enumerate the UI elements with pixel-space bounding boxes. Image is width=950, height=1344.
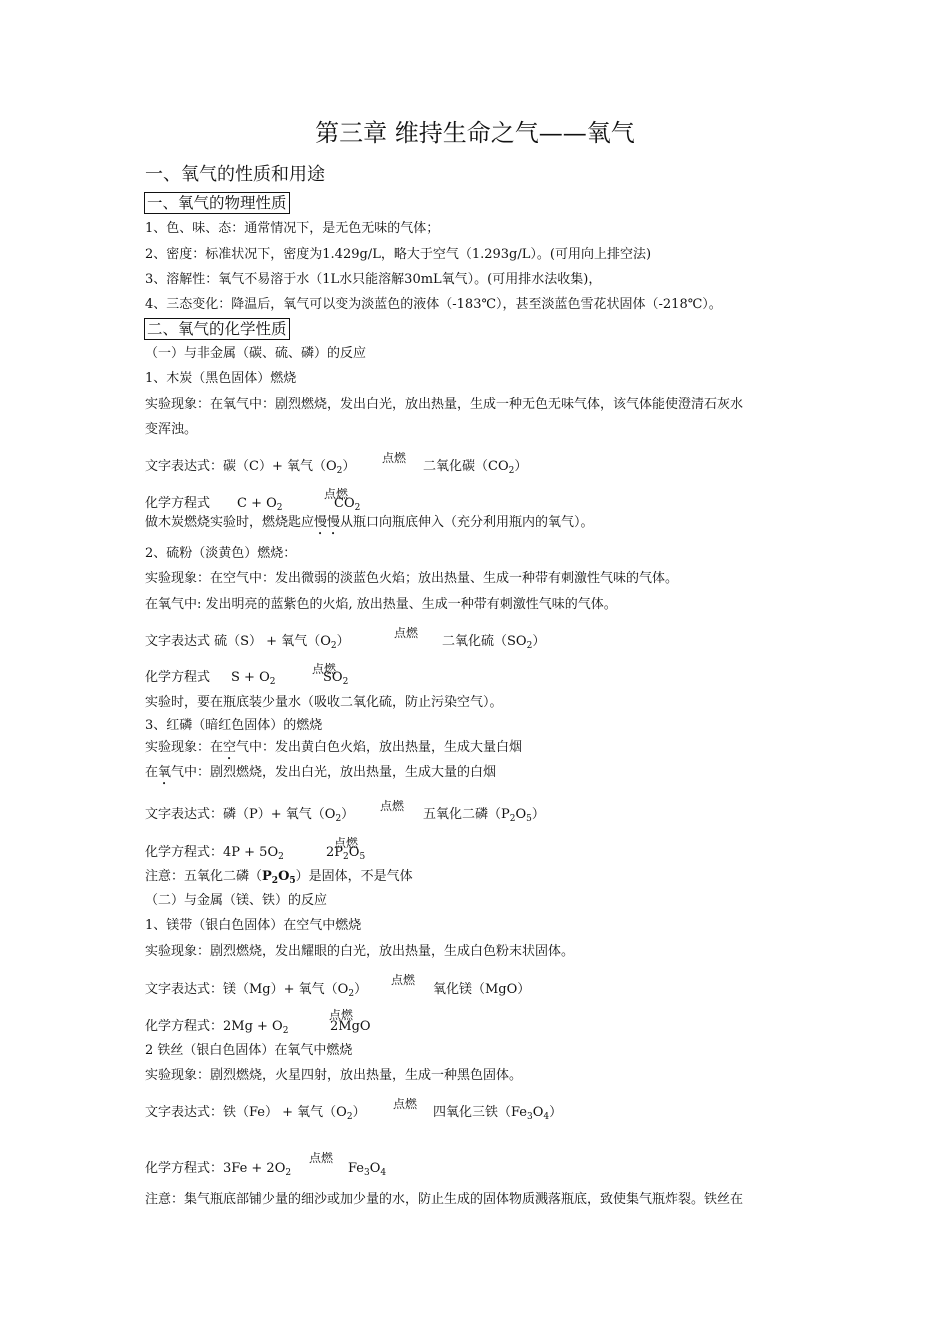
phosphorus-word-equation-right: 五氧化二磷$(P_2O_5)$ [423, 807, 545, 824]
carbon-word-equation-right: 二氧化碳$(CO_2)$ [423, 459, 528, 476]
iron-word-equation-left: 文字表达式：铁（Fe） + 氧气$(O_2)$ [145, 1105, 366, 1122]
physical-property-3: 3、溶解性：氧气不易溶于水（1L水只能溶解30mL氧气）。(可用排水法收集)， [145, 272, 602, 287]
magnesium-phenomenon: 实验现象：剧烈燃烧，发出耀眼的白光，放出热量，生成白色粉末状固体。 [145, 944, 575, 959]
sulfur-note: 实验时，要在瓶底装少量水（吸收二氧化硫，防止污染空气）。 [145, 695, 503, 710]
boxed-heading-chemical: 二、氧气的化学性质 [144, 318, 290, 340]
physical-property-4: 4、三态变化：降温后，氧气可以变为淡蓝色的液体（-183℃），甚至淡蓝色雪花状固体（-218℃）。 [145, 297, 722, 312]
carbon-equation-label: 化学方程式 [145, 496, 211, 511]
iron-equation-left: 化学方程式：$3Fe + 2O_2$ [145, 1161, 292, 1178]
sulfur-heading: 2、硫粉（淡黄色）燃烧： [145, 546, 297, 561]
physical-property-1: 1、色、味、态：通常情况下，是无色无味的气体； [145, 221, 440, 236]
magnesium-equation-condition: 点燃 [329, 1008, 354, 1022]
iron-heading: 2 铁丝（银白色固体）在氧气中燃烧 [145, 1043, 353, 1058]
iron-phenomenon: 实验现象：剧烈燃烧，火星四射，放出热量，生成一种黑色固体。 [145, 1068, 523, 1083]
phosphorus-note: 注意：五氧化二磷$(P_2O_5)$是固体，不是气体 [145, 869, 413, 886]
section-heading: 一、氧气的性质和用途 [145, 164, 325, 185]
subsection-metal: （二）与金属（镁、铁）的反应 [145, 893, 328, 908]
sulfur-equation-right: $SO_2$ [323, 670, 349, 687]
phosphorus-phenomenon-air: 实验现象：在空气中：发出黄白色火焰，放出热量，生成大量白烟 [145, 740, 523, 755]
magnesium-heading: 1、镁带（银白色固体）在空气中燃烧 [145, 918, 362, 933]
carbon-word-equation-left: 文字表达式：碳（C）+ 氧气$(O_2)$ [145, 459, 356, 476]
phosphorus-word-condition: 点燃 [380, 799, 405, 813]
physical-property-2: 2、密度：标准状况下，密度为1.429g/L，略大于空气（1.293g/L）。(可用向上排空法) [145, 247, 652, 262]
magnesium-equation-left: 化学方程式：$2Mg + O_2$ [145, 1019, 289, 1036]
carbon-phenomenon-line1: 实验现象：在氧气中：剧烈燃烧，发出白光，放出热量，生成一种无色无味气体，该气体能使澄清石灰水 [145, 397, 744, 412]
iron-note: 注意：集气瓶底部铺少量的细沙或加少量的水，防止生成的固体物质溅落瓶底，致使集气瓶炸裂。铁丝在 [145, 1192, 744, 1207]
carbon-equation-left: $C + O_2$ [237, 496, 283, 513]
iron-equation-right: $Fe_3O_4$ [348, 1161, 387, 1178]
carbon-equation-condition: 点燃 [324, 487, 349, 501]
magnesium-word-condition: 点燃 [391, 973, 416, 987]
sulfur-phenomenon-air: 实验现象：在空气中：发出微弱的淡蓝色火焰；放出热量、生成一种带有刺激性气味的气体。 [145, 571, 679, 586]
sulfur-equation-condition: 点燃 [312, 662, 337, 676]
carbon-heading: 1、木炭（黑色固体）燃烧 [145, 371, 297, 386]
subsection-nonmetal: （一）与非金属（碳、硫、磷）的反应 [145, 346, 367, 361]
carbon-word-condition: 点燃 [382, 451, 407, 465]
carbon-note: 做木炭燃烧实验时，燃烧匙应慢慢从瓶口向瓶底伸入（充分利用瓶内的氧气）。 [145, 515, 594, 530]
phosphorus-heading: 3、红磷（暗红色固体）的燃烧 [145, 718, 323, 733]
magnesium-word-equation-left: 文字表达式：镁（Mg）+ 氧气$(O_2)$ [145, 982, 368, 999]
phosphorus-phenomenon-oxygen: 在氧气中：剧烈燃烧，发出白光，放出热量，生成大量的白烟 [145, 765, 497, 780]
magnesium-word-equation-right: 氧化镁（MgO） [433, 982, 531, 997]
sulfur-equation-label: 化学方程式 [145, 670, 211, 685]
iron-word-equation-right: 四氧化三铁$(Fe_3O_4)$ [433, 1105, 563, 1122]
carbon-equation-right: $CO_2$ [334, 496, 361, 513]
sulfur-phenomenon-oxygen: 在氧气中: 发出明亮的蓝紫色的火焰, 放出热量、生成一种带有刺激性气味的气体。 [145, 597, 617, 612]
sulfur-word-equation-right: 二氧化硫$(SO_2)$ [442, 634, 546, 651]
sulfur-equation-left: $S + O_2$ [231, 670, 276, 687]
sulfur-word-condition: 点燃 [394, 626, 419, 640]
phosphorus-equation-right: $2P_2O_5$ [326, 845, 366, 862]
carbon-phenomenon-line2: 变浑浊。 [145, 422, 198, 437]
phosphorus-equation-left: 化学方程式：$4P + 5O_2$ [145, 845, 284, 862]
page-title: 第三章 维持生命之气——氧气 [315, 119, 635, 147]
phosphorus-word-equation-left: 文字表达式：磷（P）+ 氧气$(O_2)$ [145, 807, 355, 824]
boxed-heading-physical: 一、氧气的物理性质 [144, 192, 290, 214]
magnesium-equation-right: 2MgO [330, 1019, 371, 1034]
sulfur-word-equation-left: 文字表达式 硫（S） + 氧气$(O_2)$ [145, 634, 350, 651]
iron-word-condition: 点燃 [393, 1097, 418, 1111]
phosphorus-equation-condition: 点燃 [334, 836, 359, 850]
iron-equation-condition: 点燃 [309, 1151, 334, 1165]
